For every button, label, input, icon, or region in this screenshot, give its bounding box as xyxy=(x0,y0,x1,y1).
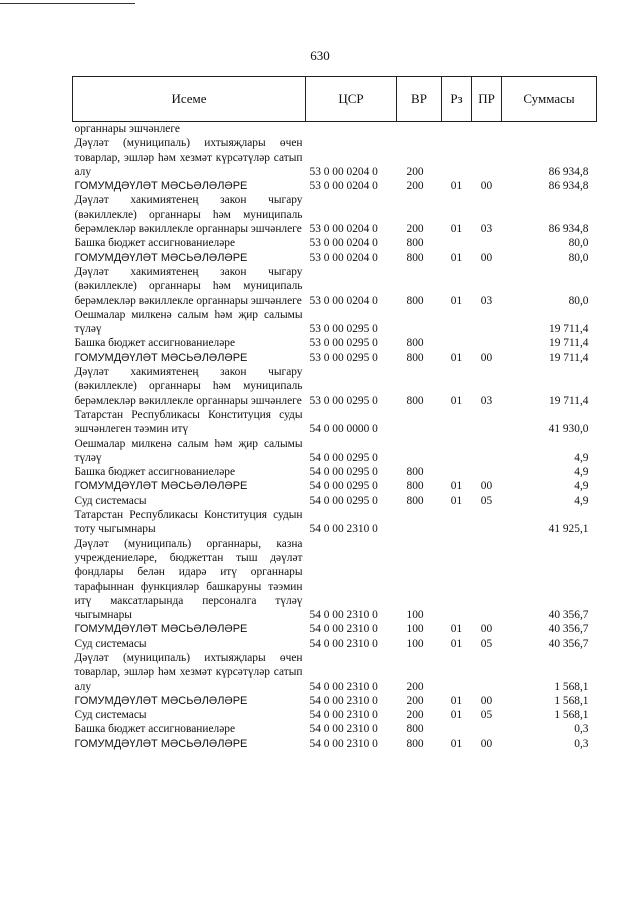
row-sum: 0,3 xyxy=(574,737,589,750)
header-sum: Суммасы xyxy=(502,77,597,122)
row-rz: 01 xyxy=(450,180,463,193)
row-pr: 05 xyxy=(480,709,493,722)
row-sum: 86 934,8 xyxy=(548,180,589,193)
row-pr xyxy=(472,722,502,736)
row-sum: 1 568,1 xyxy=(554,680,589,693)
row-pr xyxy=(472,437,502,466)
row-name: ГОМУМДӘҮЛӘТ МӘСЬӘЛӘЛӘРЕ xyxy=(74,480,248,493)
row-name: Суд системасы xyxy=(74,637,147,650)
header-name: Исеме xyxy=(73,77,306,122)
table-body xyxy=(73,122,597,752)
row-csr: 54 0 00 0295 0 xyxy=(309,480,378,493)
row-csr: 53 0 00 0295 0 xyxy=(309,323,378,336)
row-sum xyxy=(502,122,597,137)
row-csr: 54 0 00 0295 0 xyxy=(309,451,378,464)
row-rz xyxy=(442,136,472,179)
row-csr: 54 0 00 2310 0 xyxy=(309,737,378,750)
row-sum: 80,0 xyxy=(568,294,589,307)
row-rz: 01 xyxy=(450,694,463,707)
row-sum: 4,9 xyxy=(574,480,589,493)
row-name: Татарстан Республикасы Конституция суды эшчәнлеген тәэмин итү xyxy=(74,408,303,436)
page-number: 630 xyxy=(310,48,330,63)
header-csr: ЦСР xyxy=(306,77,397,122)
row-csr: 54 0 00 0295 0 xyxy=(309,466,378,479)
row-vr: 800 xyxy=(406,737,424,750)
row-csr: 53 0 00 0204 0 xyxy=(309,251,378,264)
table-row xyxy=(73,694,597,708)
header-vr: ВР xyxy=(397,77,442,122)
row-name: Дәүләт хакимиятенең закон чыгару (вәкиллекле) органнары һәм муниципаль берәмлекләр вәкиллекле органнары эшчәнлеге xyxy=(74,265,303,307)
row-rz xyxy=(442,722,472,736)
row-name: Дәүләт (муниципаль) ихтыяҗлары өчен товарлар, эшләр һәм хезмәт күрсәтүләр сатып алу xyxy=(74,651,303,693)
row-rz xyxy=(442,537,472,623)
row-csr: 54 0 00 2310 0 xyxy=(309,637,378,650)
row-name: Суд системасы xyxy=(74,709,147,722)
header-row xyxy=(73,77,597,122)
row-sum: 0,3 xyxy=(574,723,589,736)
table-row xyxy=(73,236,597,250)
row-name: органнары эшчәнлеге xyxy=(74,123,180,135)
row-csr: 54 0 00 2310 0 xyxy=(309,723,378,736)
row-sum: 86 934,8 xyxy=(548,223,589,236)
row-sum: 19 711,4 xyxy=(549,351,589,364)
row-pr xyxy=(472,122,502,137)
row-vr: 200 xyxy=(406,180,424,193)
row-pr: 03 xyxy=(480,394,493,407)
budget-table xyxy=(72,76,597,751)
row-name: Башка бюджет ассигнованиеләре xyxy=(74,466,236,479)
row-csr: 53 0 00 0204 0 xyxy=(309,180,378,193)
row-csr: 54 0 00 2310 0 xyxy=(309,709,378,722)
row-vr: 100 xyxy=(406,609,424,622)
row-rz xyxy=(442,336,472,350)
row-name: Суд системасы xyxy=(74,494,147,507)
row-sum: 1 568,1 xyxy=(554,709,589,722)
row-rz: 01 xyxy=(450,709,463,722)
row-pr: 00 xyxy=(480,251,493,264)
row-pr xyxy=(472,465,502,479)
row-rz xyxy=(442,236,472,250)
row-pr xyxy=(472,508,502,537)
row-name: Дәүләт хакимиятенең закон чыгару (вәкиллекле) органнары һәм муниципаль берәмлекләр вәкиллекле органнары эшчәнлеге xyxy=(74,194,303,236)
row-pr xyxy=(472,308,502,337)
row-sum: 41 930,0 xyxy=(548,423,589,436)
table-row xyxy=(73,637,597,651)
table-row xyxy=(73,622,597,636)
row-sum: 19 711,4 xyxy=(549,323,589,336)
row-vr xyxy=(397,437,442,466)
row-sum: 41 925,1 xyxy=(548,523,589,536)
row-csr: 53 0 00 0204 0 xyxy=(309,237,378,250)
table-row xyxy=(73,122,597,137)
row-csr: 54 0 00 0295 0 xyxy=(309,494,378,507)
row-rz: 01 xyxy=(450,737,463,750)
row-vr xyxy=(397,408,442,437)
row-rz: 01 xyxy=(450,294,463,307)
row-rz xyxy=(442,437,472,466)
row-sum: 80,0 xyxy=(568,251,589,264)
row-name: Дәүләт хакимиятенең закон чыгару (вәкиллекле) органнары һәм муниципаль берәмлекләр вәкиллекле органнары эшчәнлеге xyxy=(74,366,303,407)
row-name: ГОМУМДӘҮЛӘТ МӘСЬӘЛӘЛӘРЕ xyxy=(74,737,248,750)
table-row xyxy=(73,465,597,479)
row-csr: 54 0 00 2310 0 xyxy=(309,680,378,693)
row-vr: 200 xyxy=(406,680,424,693)
row-sum: 4,9 xyxy=(574,466,589,479)
row-pr xyxy=(472,236,502,250)
table-row xyxy=(73,494,597,508)
row-sum: 19 711,4 xyxy=(549,337,589,350)
row-csr: 53 0 00 0295 0 xyxy=(309,351,378,364)
row-rz xyxy=(442,308,472,337)
row-rz: 01 xyxy=(450,251,463,264)
row-name: Башка бюджет ассигнованиеләре xyxy=(74,337,236,350)
top-rule xyxy=(0,3,135,4)
row-vr: 100 xyxy=(406,637,424,650)
row-pr: 05 xyxy=(480,637,493,650)
table-row xyxy=(73,651,597,694)
row-sum: 86 934,8 xyxy=(548,165,589,178)
row-sum: 80,0 xyxy=(568,237,589,250)
row-pr: 00 xyxy=(480,480,493,493)
row-csr: 53 0 00 0295 0 xyxy=(309,337,378,350)
row-rz: 01 xyxy=(450,223,463,236)
row-rz: 01 xyxy=(450,494,463,507)
row-vr xyxy=(397,308,442,337)
row-pr: 03 xyxy=(480,294,493,307)
table-row xyxy=(73,136,597,179)
row-csr: 54 0 00 2310 0 xyxy=(309,523,378,536)
table-row xyxy=(73,351,597,365)
row-name: ГОМУМДӘҮЛӘТ МӘСЬӘЛӘЛӘРЕ xyxy=(74,623,248,636)
row-csr: 53 0 00 0204 0 xyxy=(309,223,378,236)
row-vr: 800 xyxy=(406,294,424,307)
row-vr: 800 xyxy=(406,723,424,736)
row-pr: 00 xyxy=(480,351,493,364)
row-vr: 800 xyxy=(406,394,424,407)
table-row xyxy=(73,479,597,493)
row-sum: 40 356,7 xyxy=(548,623,589,636)
row-csr xyxy=(306,122,397,137)
table-row xyxy=(73,408,597,437)
row-vr xyxy=(397,508,442,537)
row-name: Дәүләт (муниципаль) органнары, казна учреждениеләре, бюджеттан тыш дәүләт фондлары белән идарә итү органнары тарафыннан функцияләр башкаруны тәэмин итү максатларында персоналга түләү чыгымнары xyxy=(74,537,303,622)
row-vr: 800 xyxy=(406,237,424,250)
row-name: Дәүләт (муниципаль) ихтыяҗлары өчен товарлар, эшләр һәм хезмәт күрсәтүләр сатып алу xyxy=(74,137,303,178)
row-sum: 4,9 xyxy=(574,494,589,507)
row-pr xyxy=(472,408,502,437)
table-row xyxy=(73,365,597,408)
row-name: Оешмалар милкенә салым һәм җир салымы түләү xyxy=(74,437,303,464)
table-row xyxy=(73,508,597,537)
row-pr: 00 xyxy=(480,180,493,193)
table-row xyxy=(73,308,597,337)
table-row xyxy=(73,437,597,466)
row-pr xyxy=(472,651,502,694)
row-csr: 53 0 00 0295 0 xyxy=(309,394,378,407)
row-pr xyxy=(472,336,502,350)
row-vr: 800 xyxy=(406,251,424,264)
row-vr: 800 xyxy=(406,337,424,350)
row-vr: 800 xyxy=(406,480,424,493)
row-sum: 1 568,1 xyxy=(554,694,589,707)
row-vr: 800 xyxy=(406,494,424,507)
row-sum: 40 356,7 xyxy=(548,609,589,622)
row-name: Оешмалар милкенә салым һәм җир салымы түләү xyxy=(74,308,303,336)
table-row xyxy=(73,251,597,265)
row-csr: 54 0 00 0000 0 xyxy=(309,423,378,436)
row-vr: 200 xyxy=(406,709,424,722)
row-rz: 01 xyxy=(450,351,463,364)
table-row xyxy=(73,193,597,236)
row-pr: 00 xyxy=(480,694,493,707)
table-row xyxy=(73,737,597,751)
table-row xyxy=(73,336,597,350)
row-pr: 00 xyxy=(480,623,493,636)
row-pr: 03 xyxy=(480,223,493,236)
table-row xyxy=(73,537,597,623)
table-row xyxy=(73,722,597,736)
row-csr: 54 0 00 2310 0 xyxy=(309,694,378,707)
row-vr: 800 xyxy=(406,466,424,479)
table-row xyxy=(73,265,597,308)
row-sum: 19 711,4 xyxy=(549,394,589,407)
row-vr: 200 xyxy=(406,223,424,236)
row-name: Башка бюджет ассигнованиеләре xyxy=(74,237,236,250)
table-row xyxy=(73,708,597,722)
row-csr: 54 0 00 2310 0 xyxy=(309,609,378,622)
row-vr: 100 xyxy=(406,623,424,636)
row-vr: 200 xyxy=(406,694,424,707)
row-sum: 4,9 xyxy=(574,451,589,464)
row-name: ГОМУМДӘҮЛӘТ МӘСЬӘЛӘЛӘРЕ xyxy=(74,351,248,364)
table-row xyxy=(73,179,597,193)
row-rz: 01 xyxy=(450,637,463,650)
row-sum: 40 356,7 xyxy=(548,637,589,650)
row-pr xyxy=(472,537,502,623)
row-name: Башка бюджет ассигнованиеләре xyxy=(74,723,236,736)
row-rz xyxy=(442,508,472,537)
row-csr: 53 0 00 0204 0 xyxy=(309,165,378,178)
header-rz: Рз xyxy=(442,77,472,122)
row-vr: 200 xyxy=(406,165,424,178)
row-rz: 01 xyxy=(450,394,463,407)
row-pr xyxy=(472,136,502,179)
row-vr: 800 xyxy=(406,351,424,364)
row-rz xyxy=(442,122,472,137)
header-pr: ПР xyxy=(472,77,502,122)
row-rz xyxy=(442,651,472,694)
row-rz xyxy=(442,465,472,479)
row-pr: 00 xyxy=(480,737,493,750)
row-name: ГОМУМДӘҮЛӘТ МӘСЬӘЛӘЛӘРЕ xyxy=(74,694,248,707)
row-name: ГОМУМДӘҮЛӘТ МӘСЬӘЛӘЛӘРЕ xyxy=(74,251,248,264)
row-pr: 05 xyxy=(480,494,493,507)
row-vr xyxy=(397,122,442,137)
row-name: Татарстан Республикасы Конституция судын тоту чыгымнары xyxy=(74,509,303,536)
row-csr: 53 0 00 0204 0 xyxy=(309,294,378,307)
row-rz: 01 xyxy=(450,623,463,636)
row-rz: 01 xyxy=(450,480,463,493)
row-rz xyxy=(442,408,472,437)
row-csr: 54 0 00 2310 0 xyxy=(309,623,378,636)
row-name: ГОМУМДӘҮЛӘТ МӘСЬӘЛӘЛӘРЕ xyxy=(74,180,248,193)
